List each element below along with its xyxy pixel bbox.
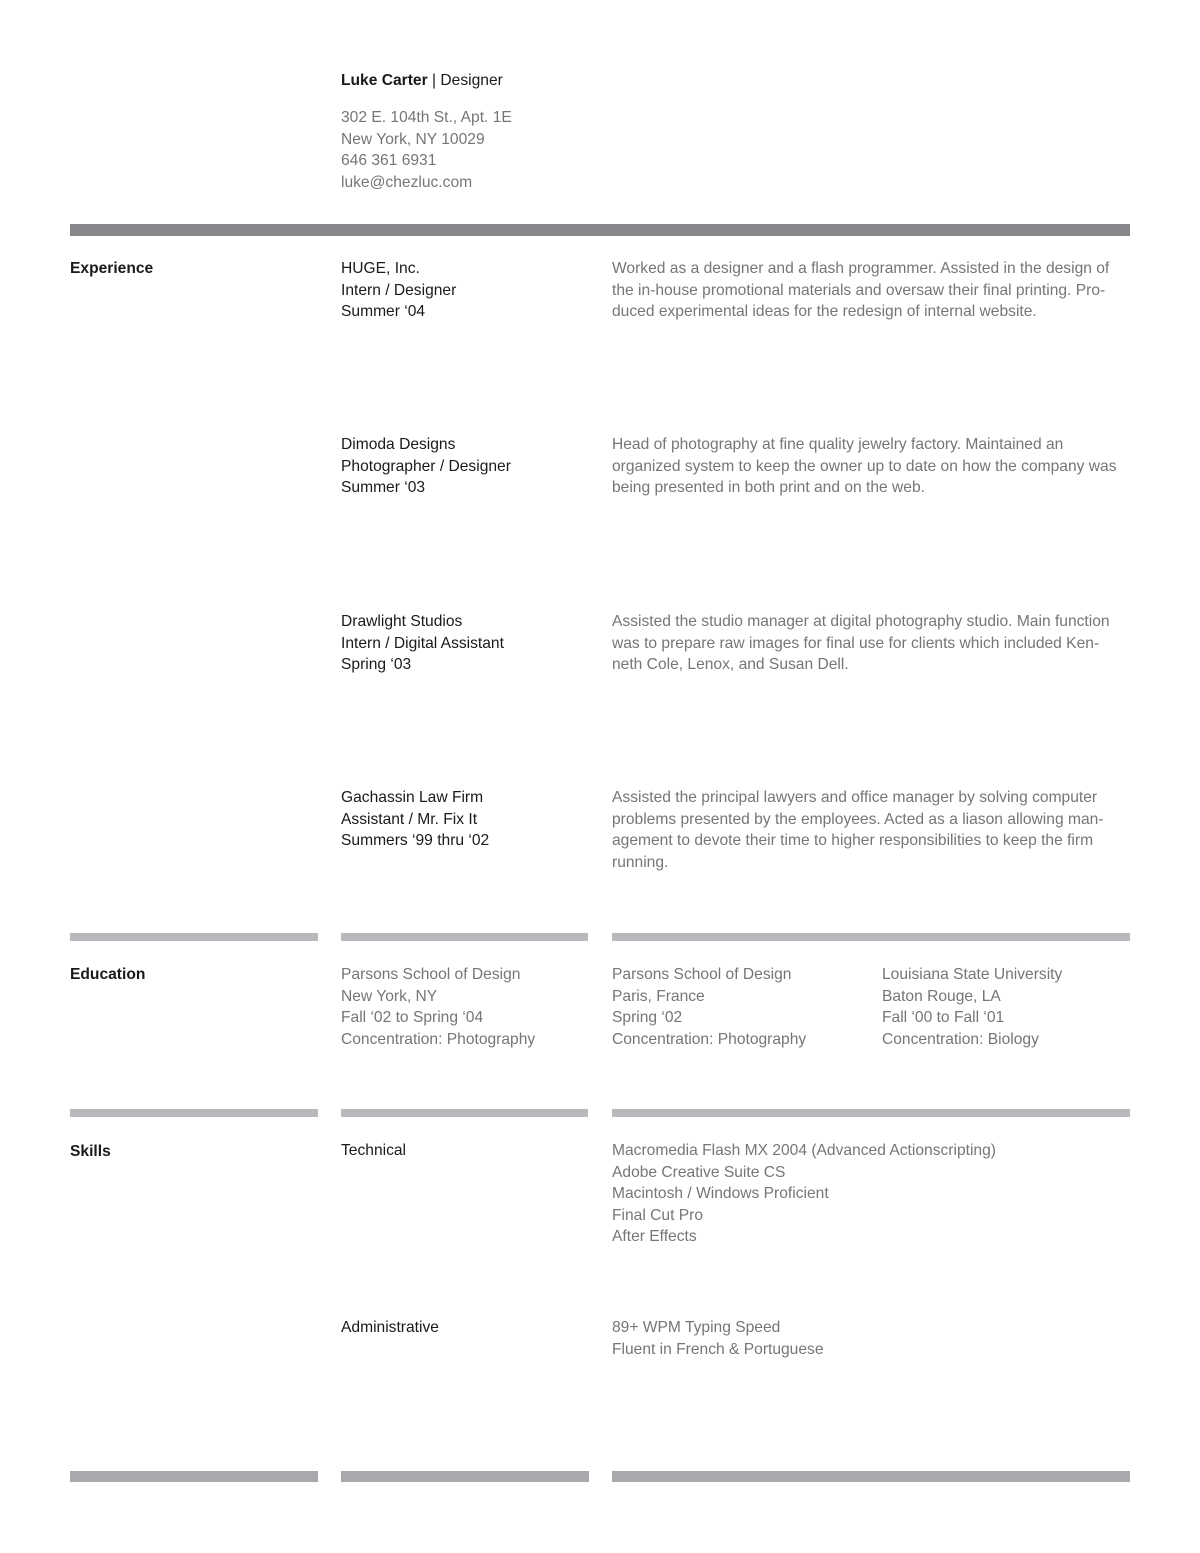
desc-line: was to prepare raw images for final use for clients which included Ken- [612,634,1100,652]
section-rule [341,1109,588,1117]
job-title: Intern / Digital Assistant [341,634,504,652]
school-concentration: Concentration: Photography [612,1030,807,1048]
school-location: Baton Rouge, LA [882,987,1001,1005]
school-dates: Spring ‘02 [612,1009,683,1026]
footer-rule [70,1471,318,1482]
email: luke@chezluc.com [341,173,473,191]
skill-group-label: Administrative [341,1319,439,1336]
skill-item: 89+ WPM Typing Speed [612,1319,781,1336]
role: Designer [440,72,503,89]
experience-heading: Experience [70,260,154,277]
education-heading: Education [70,966,146,983]
experience-desc-4 [612,787,1103,873]
education-school-3 [882,964,1062,1050]
experience-entry-1 [341,258,456,323]
school-dates: Fall ‘00 to Fall ‘01 [882,1009,1005,1026]
school-name: Parsons School of Design [341,966,521,983]
resume-header [341,70,503,92]
desc-line: running. [612,853,669,871]
school-name: Louisiana State University [882,966,1063,983]
company: HUGE, Inc. [341,260,420,277]
name: Luke Carter [341,72,428,89]
company: Dimoda Designs [341,436,456,453]
school-location: New York, NY [341,987,438,1005]
skill-list-technical [612,1140,996,1248]
job-dates: Summer ‘03 [341,479,426,496]
job-dates: Summers ‘99 thru ‘02 [341,832,490,849]
skill-item: Macintosh / Windows Proficient [612,1185,829,1202]
experience-entry-3 [341,611,504,676]
school-dates: Fall ‘02 to Spring ‘04 [341,1009,484,1026]
name-role-line [341,70,503,92]
skill-item: After Effects [612,1228,697,1245]
skill-list-administrative [612,1317,824,1360]
experience-desc-2 [612,434,1117,499]
job-title: Photographer / Designer [341,457,511,475]
section-rule [70,1109,318,1117]
desc-line: duced experimental ideas for the redesign of internal website. [612,303,1037,320]
name-separator: | [432,72,437,89]
section-rule [341,933,588,941]
address-street: 302 E. 104th St., Apt. 1E [341,109,512,126]
education-school-2 [612,964,806,1050]
job-title: Intern / Designer [341,281,457,299]
footer-rule [341,1471,589,1482]
desc-line: Assisted the studio manager at digital photography studio. Main function [612,613,1110,630]
desc-line: being presented in both print and on the web. [612,479,925,496]
education-school-1 [341,964,535,1050]
desc-line: the in-house promotional materials and oversaw their final printing. Pro- [612,281,1106,299]
section-rule [612,1109,1130,1117]
school-concentration: Concentration: Photography [341,1030,536,1048]
section-rule [70,933,318,941]
skill-item: Macromedia Flash MX 2004 (Advanced Actionscripting) [612,1142,996,1159]
desc-line: Assisted the principal lawyers and office manager by solving computer [612,789,1098,806]
skills-heading: Skills [70,1143,111,1160]
skill-item: Final Cut Pro [612,1206,703,1224]
address-city: New York, NY 10029 [341,130,485,148]
section-rule [612,933,1130,941]
desc-line: agement to devote their time to higher responsibilities to keep the firm [612,832,1094,849]
desc-line: Head of photography at fine quality jewelry factory. Maintained an [612,436,1064,453]
school-location: Paris, France [612,987,705,1005]
header-rule [70,224,1130,236]
footer-rule [612,1471,1130,1482]
experience-desc-3 [612,611,1110,676]
skill-item: Fluent in French & Portuguese [612,1340,824,1358]
job-dates: Summer ‘04 [341,303,426,320]
phone: 646 361 6931 [341,152,437,169]
contact-block [341,107,512,193]
experience-entry-2 [341,434,511,499]
school-concentration: Concentration: Biology [882,1030,1039,1048]
job-dates: Spring ‘03 [341,656,412,673]
experience-entry-4 [341,787,489,852]
school-name: Parsons School of Design [612,966,792,983]
desc-line: Worked as a designer and a flash programmer. Assisted in the design of [612,260,1110,277]
experience-desc-1 [612,258,1109,323]
desc-line: problems presented by the employees. Acted as a liason allowing man- [612,810,1104,828]
desc-line: neth Cole, Lenox, and Susan Dell. [612,656,849,673]
desc-line: organized system to keep the owner up to date on how the company was [612,457,1117,475]
company: Drawlight Studios [341,613,463,630]
company: Gachassin Law Firm [341,789,484,806]
skill-group-label: Technical [341,1142,407,1159]
job-title: Assistant / Mr. Fix It [341,810,478,828]
skill-item: Adobe Creative Suite CS [612,1163,786,1181]
